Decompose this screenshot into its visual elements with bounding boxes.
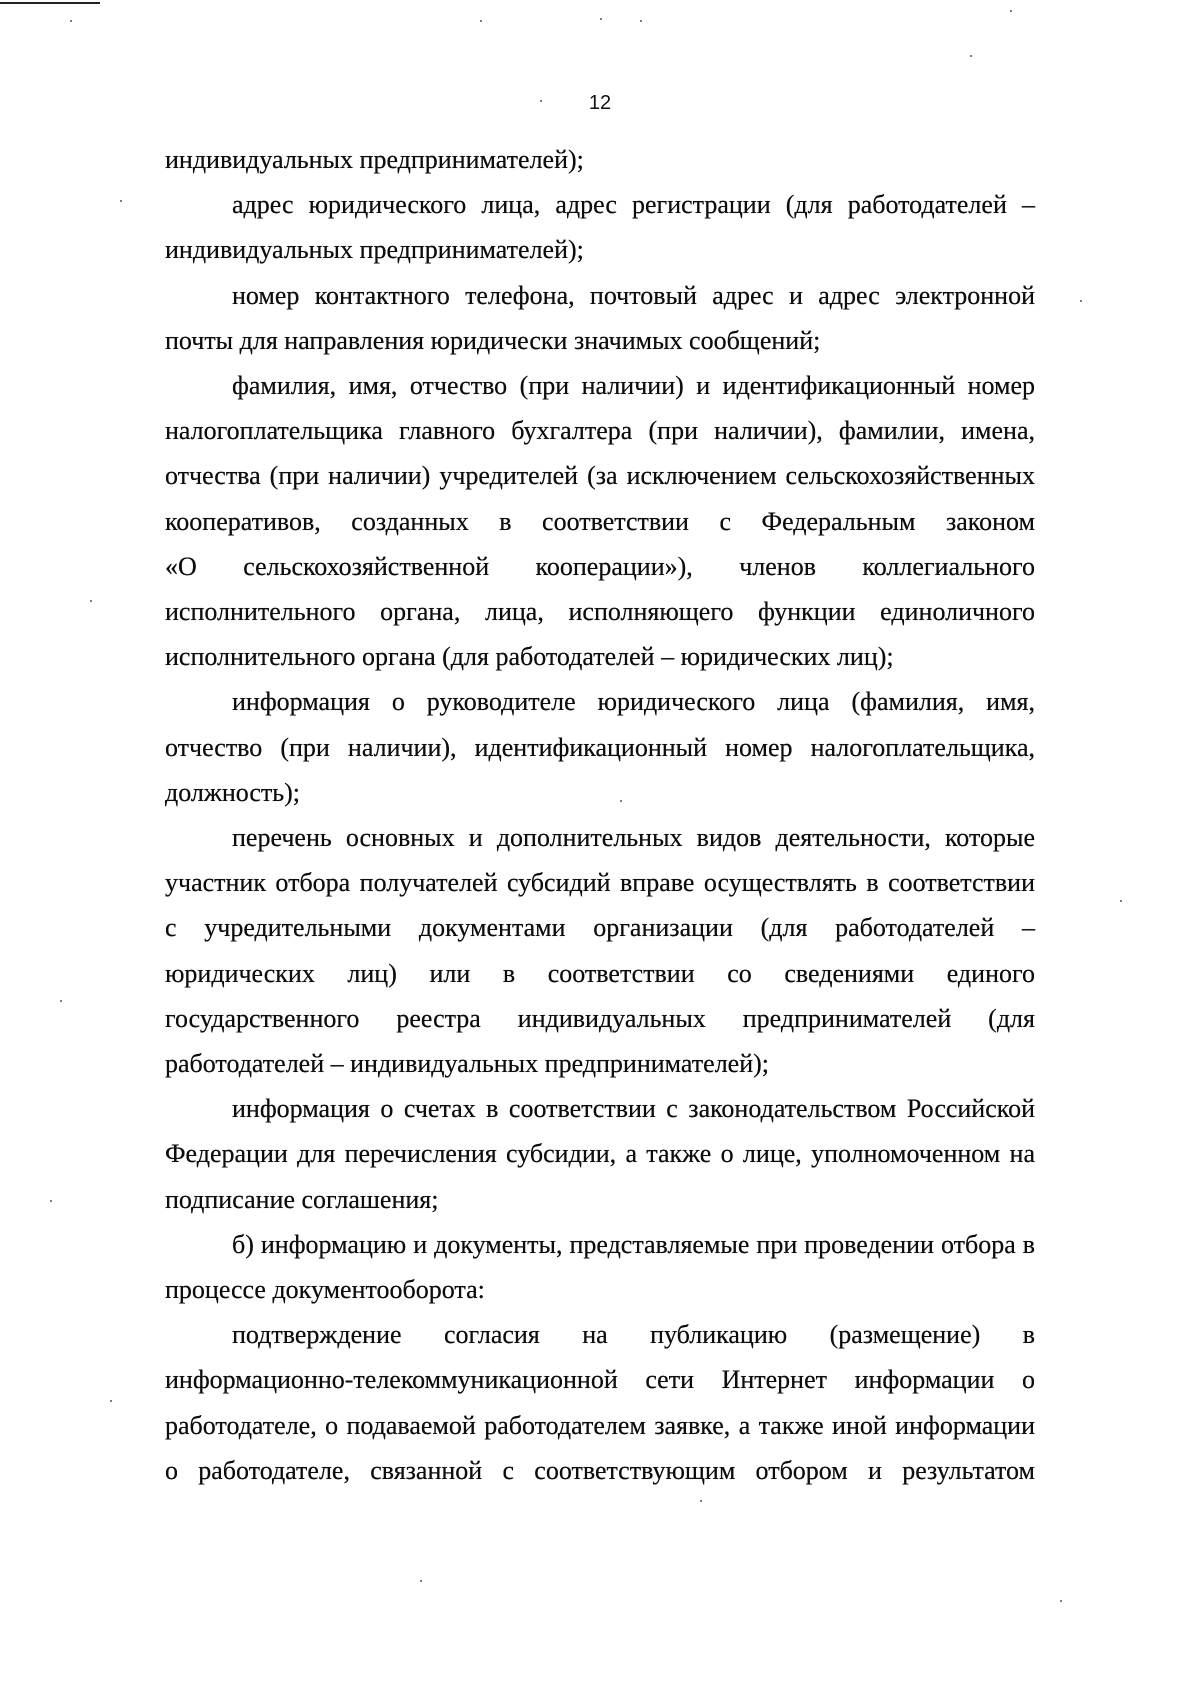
text-line: информационно-телекоммуникационной сети Интернет информации о bbox=[165, 1365, 1035, 1395]
scan-edge-mark bbox=[0, 2, 100, 4]
text-line: «О сельскохозяйственной кооперации»), членов коллегиального bbox=[165, 551, 1035, 581]
text-line: должность); bbox=[165, 777, 301, 807]
text-line: работодателе, о подаваемой работодателем заявке, а также иной информации bbox=[165, 1410, 1035, 1440]
text-line: исполнительного органа, лица, исполняющего функции единоличного bbox=[165, 597, 1035, 626]
text-line: информация о руководителе юридического лица (фамилия, имя, bbox=[232, 687, 1035, 717]
text-line: процессе документооборота: bbox=[165, 1275, 485, 1304]
scan-speck bbox=[90, 600, 92, 602]
text-line: б) информацию и документы, представляемые при проведении отбора в bbox=[232, 1229, 1035, 1259]
scan-speck bbox=[1060, 1600, 1062, 1602]
scan-speck bbox=[1080, 300, 1082, 302]
scan-speck bbox=[50, 1200, 52, 1202]
scan-speck bbox=[640, 20, 642, 22]
scan-speck bbox=[1010, 10, 1012, 12]
text-line: индивидуальных предпринимателей); bbox=[165, 235, 584, 265]
text-line: фамилия, имя, отчество (при наличии) и идентификационный номер bbox=[232, 371, 1035, 400]
scan-speck bbox=[480, 20, 482, 22]
scan-speck bbox=[1120, 900, 1122, 902]
text-line: подписание соглашения; bbox=[165, 1184, 439, 1214]
scan-speck bbox=[70, 20, 72, 22]
text-line: участник отбора получателей субсидий вправе осуществлять в соответствии bbox=[165, 868, 1035, 898]
text-line: исполнительного органа (для работодателей – юридических лиц); bbox=[165, 642, 894, 672]
text-line: государственного реестра индивидуальных предпринимателей (для bbox=[165, 1003, 1035, 1033]
scan-speck bbox=[700, 1500, 702, 1502]
text-line: индивидуальных предпринимателей); bbox=[165, 145, 584, 174]
text-line: перечень основных и дополнительных видов деятельности, которые bbox=[232, 823, 1035, 852]
text-line: работодателей – индивидуальных предпринимателей); bbox=[165, 1049, 770, 1078]
text-line: информация о счетах в соответствии с законодательством Российской bbox=[232, 1094, 1035, 1124]
text-line: адрес юридического лица, адрес регистрации (для работодателей – bbox=[232, 190, 1035, 220]
text-line: юридических лиц) или в соответствии со сведениями единого bbox=[165, 958, 1035, 988]
text-line: о работодателе, связанной с соответствующим отбором и результатом bbox=[165, 1455, 1035, 1485]
scan-speck bbox=[540, 100, 542, 102]
text-line: отчество (при наличии), идентификационный номер налогоплательщика, bbox=[165, 732, 1035, 762]
scan-speck bbox=[620, 800, 622, 802]
text-line: номер контактного телефона, почтовый адрес и адрес электронной bbox=[232, 280, 1035, 310]
scan-speck bbox=[970, 55, 972, 57]
scan-speck bbox=[120, 200, 122, 202]
scan-speck bbox=[110, 1400, 112, 1402]
page-number: 12 bbox=[588, 92, 612, 114]
scan-speck bbox=[420, 1580, 422, 1582]
text-line: отчества (при наличии) учредителей (за исключением сельскохозяйственных bbox=[165, 461, 1035, 491]
text-line: почты для направления юридически значимых сообщений; bbox=[165, 325, 821, 355]
text-line: Федерации для перечисления субсидии, а также о лице, уполномоченном на bbox=[165, 1139, 1035, 1169]
scan-speck bbox=[600, 18, 602, 20]
text-line: подтверждение согласия на публикацию (размещение) в bbox=[232, 1320, 1035, 1350]
text-line: кооперативов, созданных в соответствии с Федеральным законом bbox=[165, 506, 1035, 536]
text-line: с учредительными документами организации (для работодателей – bbox=[165, 913, 1035, 943]
scan-speck bbox=[60, 1000, 62, 1002]
text-line: налогоплательщика главного бухгалтера (при наличии), фамилии, имена, bbox=[165, 416, 1035, 446]
